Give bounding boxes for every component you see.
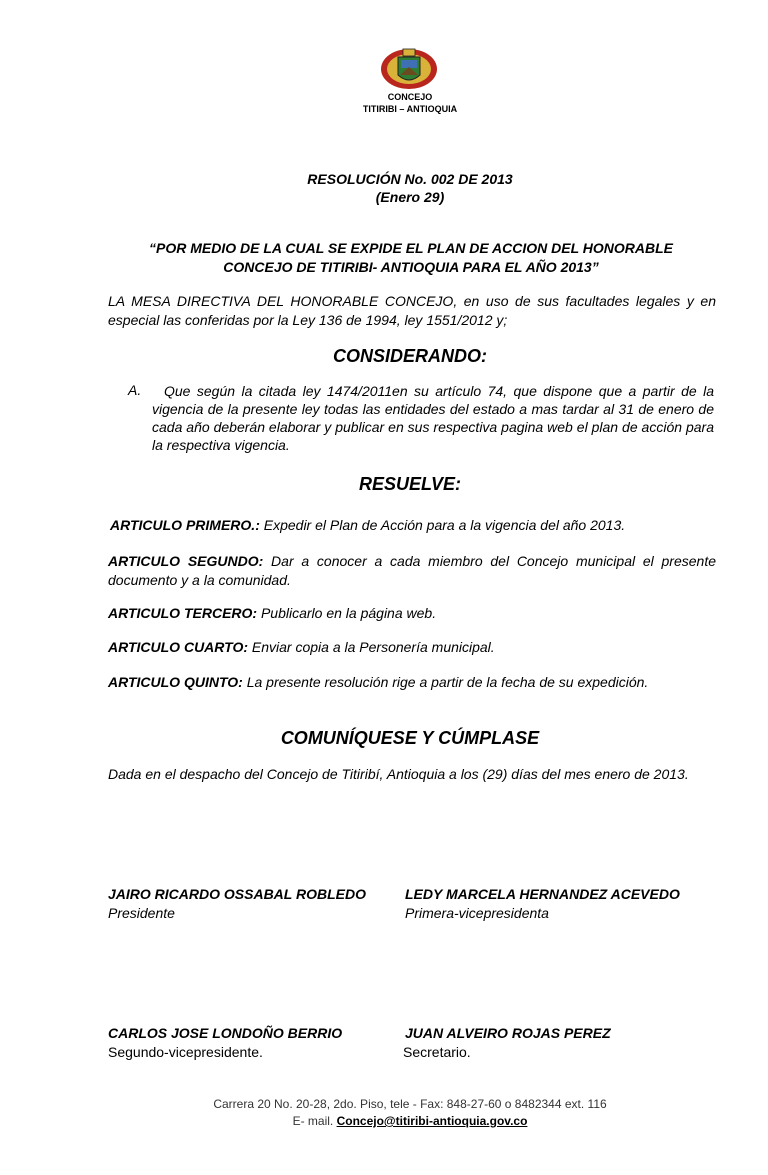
article-label: ARTICULO PRIMERO.: bbox=[110, 517, 260, 533]
signature-role-president: Presidente bbox=[108, 905, 175, 921]
resolution-subject-line-1: “POR MEDIO DE LA CUAL SE EXPIDE EL PLAN DE ACCION DEL HONORABLE bbox=[148, 240, 673, 256]
article-tercero bbox=[108, 604, 716, 623]
resolution-date: (Enero 29) bbox=[375, 189, 445, 205]
footer-email-link[interactable]: Concejo@titiribi-antioquia.gov.co bbox=[336, 1114, 528, 1128]
footer-email-prefix: E- mail. bbox=[292, 1114, 337, 1128]
intro-paragraph: LA MESA DIRECTIVA DEL HONORABLE CONCEJO, en uso de sus facultades legales y en especial las conferidas por la Ley 136 de 1994, ley 1551/2012 y; bbox=[108, 293, 716, 328]
footer-address: Carrera 20 No. 20-28, 2do. Piso, tele - Fax: 848-27-60 o 8482344 ext. 116 bbox=[213, 1097, 607, 1111]
resolution-subject-line-2: CONCEJO DE TITIRIBI- ANTIOQUIA PARA EL AÑO 2013” bbox=[223, 259, 599, 275]
signature-role-second-vp: Segundo-vicepresidente. bbox=[108, 1044, 263, 1060]
article-label: ARTICULO CUARTO: bbox=[108, 639, 248, 655]
article-text: Publicarlo en la página web. bbox=[257, 605, 437, 621]
article-text: Enviar copia a la Personería municipal. bbox=[248, 639, 495, 655]
header-place: TITIRIBI – ANTIOQUIA bbox=[362, 104, 458, 114]
article-cuarto bbox=[108, 638, 716, 657]
signature-name-secretary: JUAN ALVEIRO ROJAS PEREZ bbox=[405, 1025, 611, 1041]
article-text: La presente resolución rige a partir de la fecha de su expedición. bbox=[242, 674, 649, 690]
signature-role-secretary: Secretario. bbox=[403, 1044, 471, 1060]
considerando-item-label: A. bbox=[128, 382, 142, 398]
resuelve-heading: RESUELVE: bbox=[358, 474, 462, 494]
closing-heading: COMUNÍQUESE Y CÚMPLASE bbox=[280, 728, 540, 748]
considerando-heading: CONSIDERANDO: bbox=[332, 346, 487, 366]
article-label: ARTICULO TERCERO: bbox=[108, 605, 258, 621]
article-text: Dar a conocer a cada miembro del Concejo municipal el presente documento y a la comunidad. bbox=[108, 553, 716, 588]
considerando-item-text: Que según la citada ley 1474/2011en su artículo 74, que dispone que a partir de la vigencia de la presente ley todas las entidades del estado a mas tardar al 31 de enero de cada año deberán elaborar y publicar en sus respectiva pagina web el plan de acción para la respectiva vigencia. bbox=[152, 383, 714, 453]
article-segundo bbox=[108, 552, 716, 590]
resolution-title: RESOLUCIÓN No. 002 DE 2013 bbox=[307, 171, 513, 187]
article-text: Expedir el Plan de Acción para a la vigencia del año 2013. bbox=[259, 517, 626, 533]
signature-name-first-vp: LEDY MARCELA HERNANDEZ ACEVEDO bbox=[405, 886, 680, 902]
article-primero bbox=[110, 516, 718, 535]
signature-name-second-vp: CARLOS JOSE LONDOÑO BERRIO bbox=[108, 1025, 343, 1041]
footer-email-line bbox=[140, 1113, 680, 1129]
coat-of-arms-seal-icon bbox=[380, 45, 438, 93]
header-org: CONCEJO bbox=[387, 92, 433, 102]
closing-text: Dada en el despacho del Concejo de Titiribí, Antioquia a los (29) días del mes enero de 2013. bbox=[108, 766, 689, 782]
signature-name-president: JAIRO RICARDO OSSABAL ROBLEDO bbox=[108, 886, 366, 902]
article-quinto bbox=[108, 673, 716, 692]
signature-role-first-vp: Primera-vicepresidenta bbox=[405, 905, 549, 921]
article-label: ARTICULO QUINTO: bbox=[108, 674, 243, 690]
article-label: ARTICULO SEGUNDO: bbox=[108, 553, 264, 569]
